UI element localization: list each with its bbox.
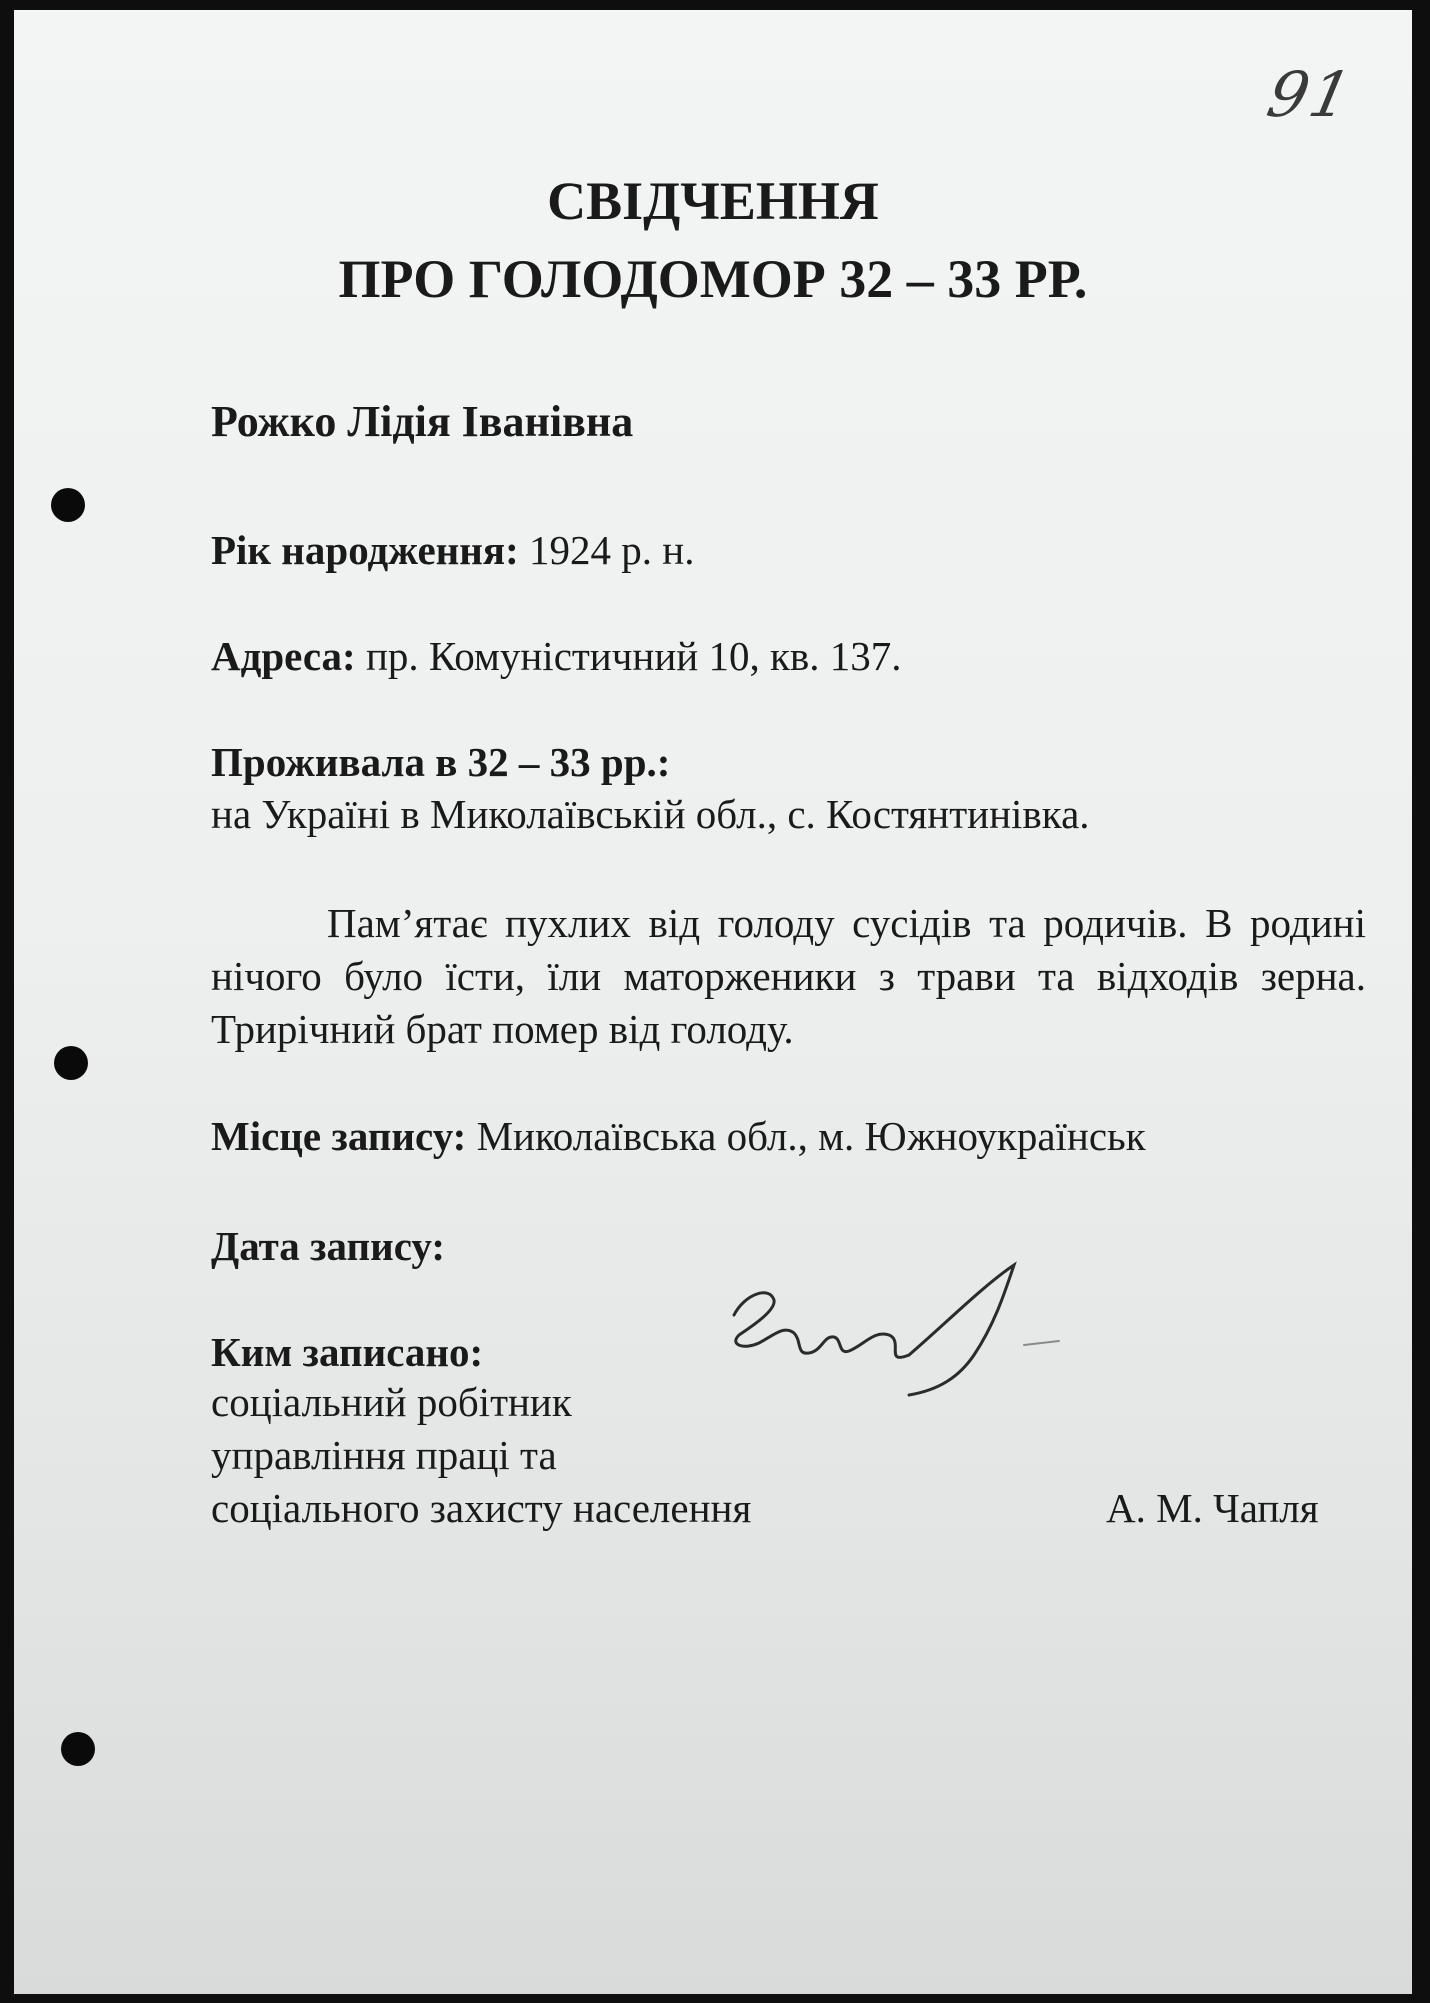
page-number: 91	[1261, 58, 1360, 131]
address-label: Адреса:	[211, 633, 356, 679]
recorder-position	[211, 1376, 751, 1535]
signer-name: А. М. Чапля	[1106, 1485, 1319, 1531]
record-date-field	[211, 1220, 445, 1272]
witness-name: Рожко Лідія Іванівна	[211, 397, 634, 446]
recorded-by-label-row	[211, 1326, 483, 1378]
punch-hole-bottom	[61, 1732, 95, 1766]
recorder-line-3: соціального захисту населення	[211, 1485, 752, 1531]
title-line-1: СВІДЧЕННЯ	[547, 171, 879, 231]
punch-hole-top	[51, 488, 85, 522]
paper-sheet	[14, 10, 1412, 1994]
recorded-by-label: Ким записано:	[211, 1329, 484, 1375]
residence-field	[211, 736, 1090, 840]
address-value: пр. Комуністичний 10, кв. 137.	[365, 633, 902, 679]
record-place-field	[211, 1110, 1146, 1162]
record-place-label: Місце запису:	[211, 1113, 467, 1159]
recorder-line-2: управління праці та	[211, 1432, 557, 1478]
record-place-value: Миколаївська обл., м. Южноукраїнськ	[476, 1113, 1146, 1159]
punch-hole-middle	[54, 1046, 88, 1080]
residence-label: Проживала в 32 – 33 рр.:	[211, 739, 671, 785]
record-date-label: Дата запису:	[211, 1223, 445, 1269]
address-field	[211, 630, 901, 682]
birth-year-value: 1924 р. н.	[529, 527, 695, 573]
birth-year-field	[211, 524, 694, 576]
document-title	[14, 162, 1412, 318]
birth-year-label: Рік народження:	[211, 527, 519, 573]
recorder-line-1: соціальний робітник	[211, 1379, 572, 1425]
residence-value: на Україні в Миколаївській обл., с. Костянтинівка.	[211, 791, 1090, 837]
handwritten-signature	[714, 1255, 1084, 1415]
title-line-2: ПРО ГОЛОДОМОР 32 – 33 РР.	[338, 249, 1088, 309]
testimony-paragraph: Пам’ятає пухлих від голоду сусідів та родичів. В родині нічого було їсти, їли маторженики з трави та відходів зерна. Трирічний брат помер від голоду.	[211, 900, 1366, 1052]
